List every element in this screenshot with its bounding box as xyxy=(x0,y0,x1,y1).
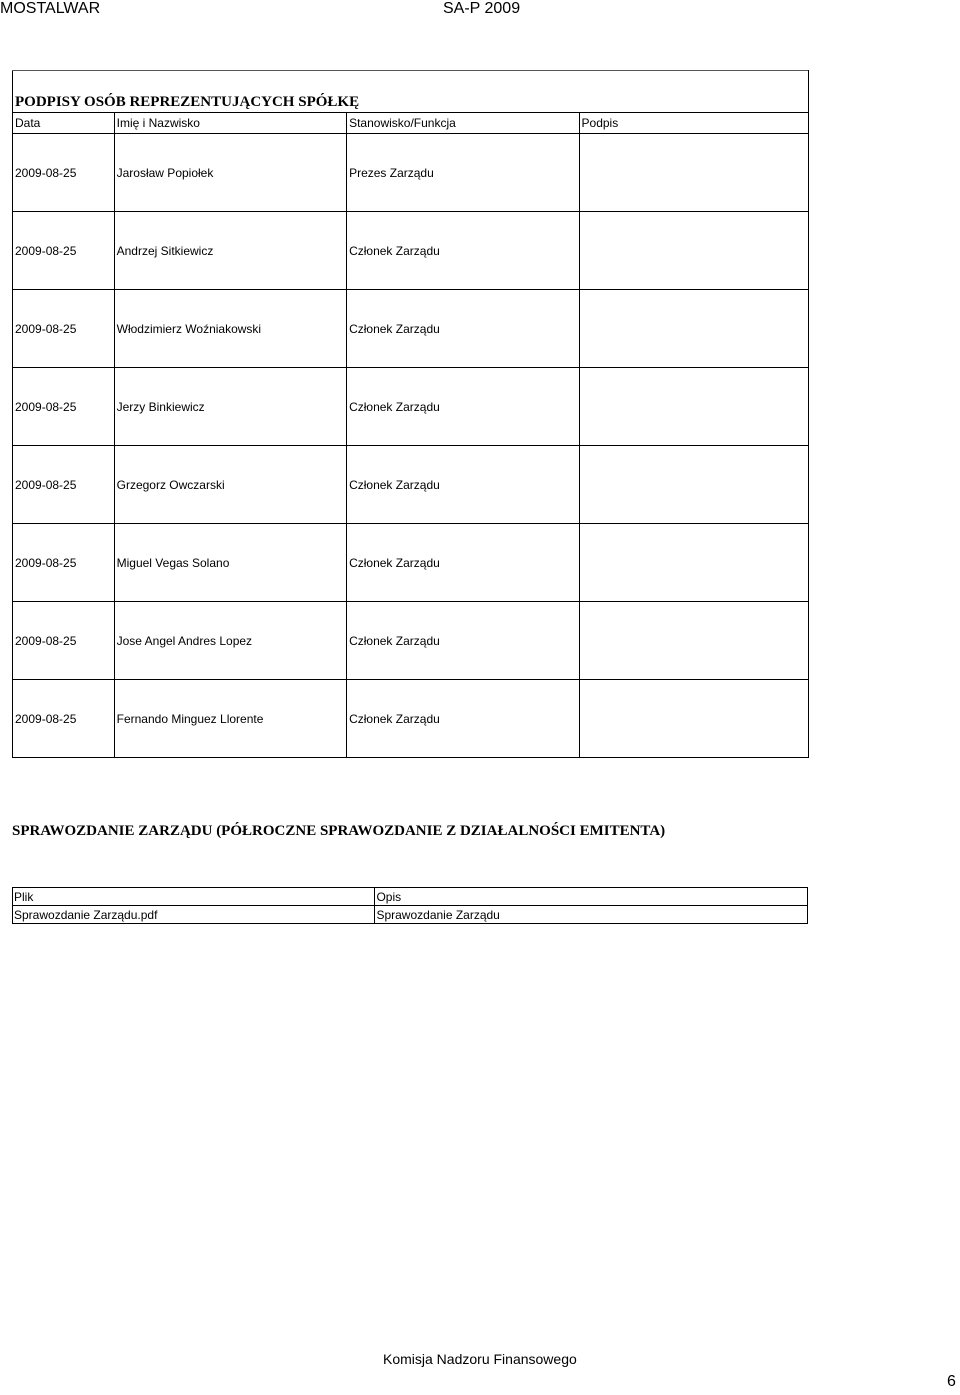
table-row xyxy=(13,906,808,924)
column-header-date: Data xyxy=(13,113,115,134)
role-cell: Członek Zarządu xyxy=(347,524,579,602)
name-cell: Grzegorz Owczarski xyxy=(114,446,346,524)
name-cell: Włodzimierz Woźniakowski xyxy=(114,290,346,368)
signature-cell xyxy=(579,212,808,290)
report-files-header-row xyxy=(13,888,808,906)
role-cell: Członek Zarządu xyxy=(347,446,579,524)
role-cell: Członek Zarządu xyxy=(347,290,579,368)
column-header-file: Plik xyxy=(13,888,375,906)
name-cell: Jose Angel Andres Lopez xyxy=(114,602,346,680)
name-cell: Jarosław Popiołek xyxy=(114,134,346,212)
signature-cell xyxy=(579,446,808,524)
table-row xyxy=(13,368,809,446)
signature-cell xyxy=(579,680,808,758)
date-cell: 2009-08-25 xyxy=(13,446,115,524)
name-cell: Miguel Vegas Solano xyxy=(114,524,346,602)
signature-cell xyxy=(579,134,808,212)
table-row xyxy=(13,446,809,524)
name-cell: Andrzej Sitkiewicz xyxy=(114,212,346,290)
date-cell: 2009-08-25 xyxy=(13,212,115,290)
signature-cell xyxy=(579,290,808,368)
table-row xyxy=(13,212,809,290)
role-cell: Członek Zarządu xyxy=(347,602,579,680)
column-header-description: Opis xyxy=(375,888,808,906)
report-section-title: SPRAWOZDANIE ZARZĄDU (PÓŁROCZNE SPRAWOZDANIE Z DZIAŁALNOŚCI EMITENTA) xyxy=(12,823,666,839)
report-files-table xyxy=(12,887,808,924)
name-cell: Fernando Minguez Llorente xyxy=(114,680,346,758)
header-company: MOSTALWAR xyxy=(0,0,101,17)
file-link[interactable]: Sprawozdanie Zarządu.pdf xyxy=(13,906,375,924)
role-cell: Członek Zarządu xyxy=(347,212,579,290)
header-report-type: SA-P 2009 xyxy=(443,0,521,17)
role-cell: Prezes Zarządu xyxy=(347,134,579,212)
footer-authority: Komisja Nadzoru Finansowego xyxy=(383,1351,577,1367)
date-cell: 2009-08-25 xyxy=(13,134,115,212)
file-description: Sprawozdanie Zarządu xyxy=(375,906,808,924)
signature-cell xyxy=(579,602,808,680)
role-cell: Członek Zarządu xyxy=(347,680,579,758)
date-cell: 2009-08-25 xyxy=(13,290,115,368)
date-cell: 2009-08-25 xyxy=(13,368,115,446)
name-cell: Jerzy Binkiewicz xyxy=(114,368,346,446)
signature-cell xyxy=(579,368,808,446)
signature-cell xyxy=(579,524,808,602)
table-row xyxy=(13,134,809,212)
page-number: 6 xyxy=(947,1373,956,1390)
column-header-signature: Podpis xyxy=(579,113,808,134)
date-cell: 2009-08-25 xyxy=(13,602,115,680)
table-row xyxy=(13,602,809,680)
table-row xyxy=(13,290,809,368)
column-header-name: Imię i Nazwisko xyxy=(114,113,346,134)
signatures-table xyxy=(12,70,809,758)
signatures-title-row xyxy=(13,71,809,113)
table-row xyxy=(13,680,809,758)
column-header-role: Stanowisko/Funkcja xyxy=(347,113,579,134)
date-cell: 2009-08-25 xyxy=(13,524,115,602)
signatures-title: PODPISY OSÓB REPREZENTUJĄCYCH SPÓŁKĘ xyxy=(13,71,809,113)
role-cell: Członek Zarządu xyxy=(347,368,579,446)
table-row xyxy=(13,524,809,602)
signatures-header-row xyxy=(13,113,809,134)
date-cell: 2009-08-25 xyxy=(13,680,115,758)
